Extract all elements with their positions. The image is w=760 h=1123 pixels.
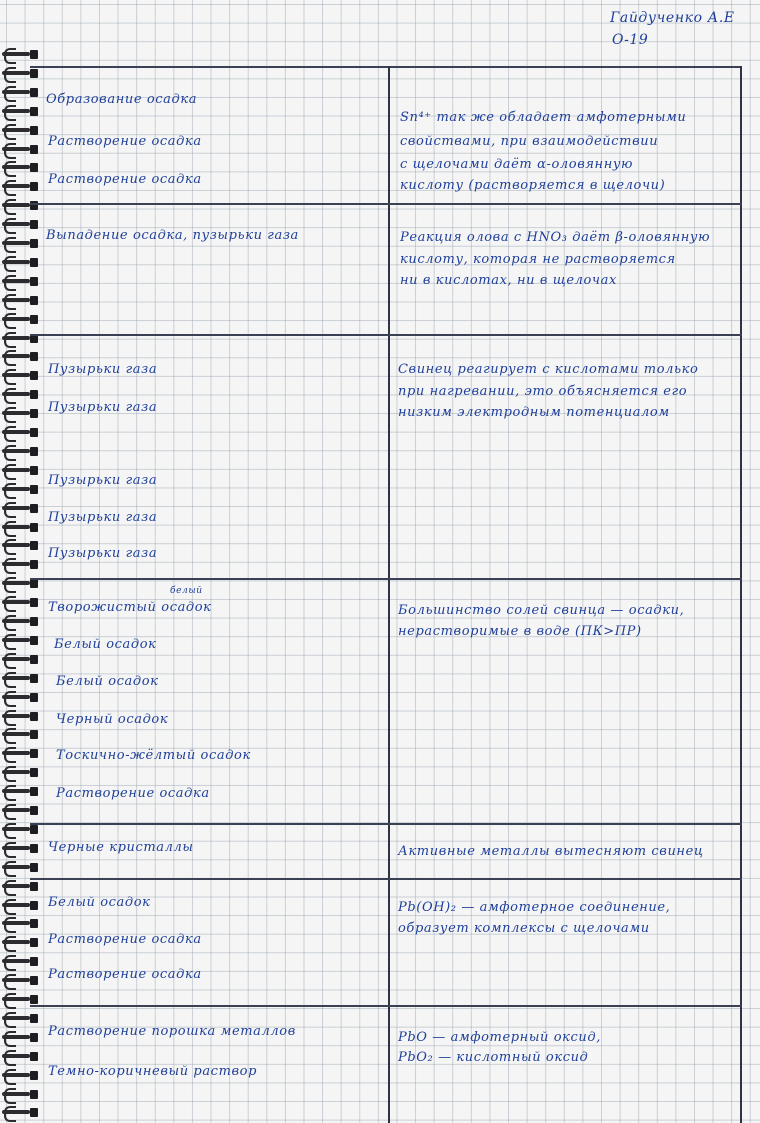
observation-text: Творожистый осадок — [48, 600, 212, 615]
spiral-ring — [0, 825, 40, 834]
spiral-ring — [0, 674, 40, 683]
observation-text: Белый осадок — [54, 637, 157, 652]
spiral-ring — [0, 560, 40, 569]
spiral-ring — [0, 1052, 40, 1061]
observation-text: Растворение осадка — [48, 932, 202, 947]
conclusion-text: Реакция олова с HNO₃ даёт β-оловянную — [400, 230, 711, 245]
spiral-ring — [0, 655, 40, 664]
spiral-ring — [0, 409, 40, 418]
observation-text: Растворение осадка — [48, 134, 202, 149]
conclusion-text: PbO₂ — кислотный оксид — [398, 1050, 589, 1065]
spiral-ring — [0, 296, 40, 305]
spiral-ring — [0, 976, 40, 985]
spiral-ring — [0, 730, 40, 739]
spiral-ring — [0, 352, 40, 361]
spiral-ring — [0, 371, 40, 380]
spiral-ring — [0, 787, 40, 796]
spiral-ring — [0, 50, 40, 59]
spiral-ring — [0, 69, 40, 78]
conclusion-text: Активные металлы вытесняют свинец — [398, 844, 704, 859]
row-divider — [30, 1005, 742, 1007]
spiral-ring — [0, 863, 40, 872]
conclusion-text: Большинство солей свинца — осадки, — [398, 603, 685, 618]
spiral-ring — [0, 844, 40, 853]
conclusion-text: кислоту, которая не растворяется — [400, 252, 676, 267]
spiral-ring — [0, 995, 40, 1004]
spiral-ring — [0, 957, 40, 966]
spiral-ring — [0, 107, 40, 116]
observation-text: Тоскично-жёлтый осадок — [56, 748, 251, 763]
observation-note: белый — [170, 586, 203, 596]
spiral-ring — [0, 579, 40, 588]
spiral-ring — [0, 598, 40, 607]
table-right-border — [740, 66, 742, 1123]
conclusion-text: нерастворимые в воде (ПК>ПР) — [398, 624, 642, 639]
spiral-ring — [0, 390, 40, 399]
row-divider — [30, 823, 742, 825]
observation-text: Пузырьки газа — [48, 473, 158, 488]
observation-text: Пузырьки газа — [48, 400, 158, 415]
spiral-ring — [0, 88, 40, 97]
spiral-ring — [0, 768, 40, 777]
row-divider — [30, 578, 742, 580]
table-top-border — [30, 66, 742, 68]
conclusion-text: низким электродным потенциалом — [398, 405, 670, 420]
row-divider — [30, 203, 742, 205]
spiral-ring — [0, 1033, 40, 1042]
conclusion-text: Sn⁴⁺ так же обладает амфотерными — [400, 110, 687, 125]
spiral-ring — [0, 1090, 40, 1099]
spiral-ring — [0, 1071, 40, 1080]
spiral-ring — [0, 258, 40, 267]
spiral-ring — [0, 617, 40, 626]
table-column-divider — [388, 66, 390, 1123]
row-divider — [30, 878, 742, 880]
spiral-ring — [0, 636, 40, 645]
observation-text: Пузырьки газа — [48, 546, 158, 561]
conclusion-text: Свинец реагирует с кислотами только — [398, 362, 699, 377]
spiral-ring — [0, 315, 40, 324]
spiral-ring — [0, 163, 40, 172]
spiral-ring — [0, 145, 40, 154]
observation-text: Черные кристаллы — [48, 840, 194, 855]
conclusion-text: свойствами, при взаимодействии — [400, 134, 659, 149]
spiral-ring — [0, 938, 40, 947]
conclusion-text: Pb(OH)₂ — амфотерное соединение, — [398, 900, 671, 915]
spiral-ring — [0, 485, 40, 494]
observation-text: Растворение осадка — [48, 172, 202, 187]
observation-text: Образование осадка — [46, 92, 198, 107]
conclusion-text: кислоту (растворяется в щелочи) — [400, 178, 666, 193]
spiral-ring — [0, 901, 40, 910]
spiral-ring — [0, 749, 40, 758]
conclusion-text: с щелочами даёт α-оловянную — [400, 157, 634, 172]
observation-text: Пузырьки газа — [48, 362, 158, 377]
observation-text: Растворение порошка металлов — [48, 1024, 296, 1039]
spiral-ring — [0, 712, 40, 721]
spiral-ring — [0, 1108, 40, 1117]
spiral-ring — [0, 220, 40, 229]
spiral-ring — [0, 182, 40, 191]
observation-text: Черный осадок — [56, 712, 169, 727]
conclusion-text: при нагревании, это объясняется его — [398, 384, 688, 399]
conclusion-text: ни в кислотах, ни в щелочах — [400, 273, 617, 288]
spiral-ring — [0, 1014, 40, 1023]
observation-text: Пузырьки газа — [48, 510, 158, 525]
conclusion-text: PbO — амфотерный оксид, — [398, 1030, 601, 1045]
author-name: Гайдученко А.Е — [610, 10, 735, 26]
observation-text: Растворение осадка — [48, 967, 202, 982]
observation-text: Темно-коричневый раствор — [48, 1064, 258, 1079]
spiral-ring — [0, 523, 40, 532]
spiral-ring — [0, 239, 40, 248]
observation-text: Выпадение осадка, пузырьки газа — [46, 228, 299, 243]
observation-text: Белый осадок — [56, 674, 159, 689]
conclusion-text: образует комплексы с щелочами — [398, 921, 650, 936]
spiral-ring — [0, 693, 40, 702]
spiral-ring — [0, 806, 40, 815]
spiral-ring — [0, 466, 40, 475]
observation-text: Белый осадок — [48, 895, 151, 910]
spiral-ring — [0, 504, 40, 513]
spiral-ring — [0, 277, 40, 286]
observation-text: Растворение осадка — [56, 786, 210, 801]
spiral-ring — [0, 882, 40, 891]
spiral-ring — [0, 126, 40, 135]
row-divider — [30, 334, 742, 336]
spiral-ring — [0, 919, 40, 928]
spiral-ring — [0, 541, 40, 550]
spiral-ring — [0, 428, 40, 437]
spiral-ring — [0, 447, 40, 456]
group-label: О-19 — [612, 32, 649, 48]
